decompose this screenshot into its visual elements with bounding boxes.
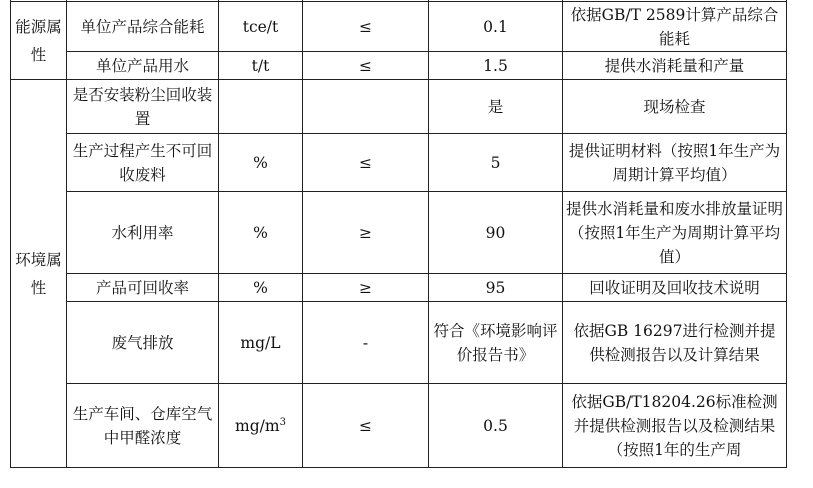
operator-cell: - xyxy=(303,302,429,384)
standards-table-fragment xyxy=(10,0,787,468)
method-cell: 回收证明及回收技术说明 xyxy=(563,274,787,302)
indicator-cell: 废气排放 xyxy=(67,302,219,384)
indicator-cell: 单位产品用水 xyxy=(67,52,219,80)
table-row xyxy=(11,302,787,384)
method-cell: 依据GB 16297进行检测并提供检测报告以及计算结果 xyxy=(563,302,787,384)
indicator-cell: 单位产品综合能耗 xyxy=(67,2,219,52)
operator-cell: ≤ xyxy=(303,52,429,80)
value-cell: 0.1 xyxy=(429,2,563,52)
value-cell: 是 xyxy=(429,80,563,134)
table-row xyxy=(11,80,787,134)
method-cell: 提供证明材料（按照1年生产为周期计算平均值） xyxy=(563,134,787,192)
unit-cell xyxy=(219,384,303,468)
unit-cell: % xyxy=(219,274,303,302)
value-cell: 95 xyxy=(429,274,563,302)
unit-cell: mg/L xyxy=(219,302,303,384)
table-row xyxy=(11,192,787,274)
operator-cell xyxy=(303,80,429,134)
operator-cell: ≤ xyxy=(303,384,429,468)
operator-cell: ≥ xyxy=(303,274,429,302)
table-row xyxy=(11,274,787,302)
indicator-cell: 生产车间、仓库空气中甲醛浓度 xyxy=(67,384,219,468)
indicator-cell: 生产过程产生不可回收废料 xyxy=(67,134,219,192)
table-row xyxy=(11,52,787,80)
unit-cell xyxy=(219,80,303,134)
method-cell: 提供水消耗量和产量 xyxy=(563,52,787,80)
method-cell: 现场检查 xyxy=(563,80,787,134)
value-cell: 0.5 xyxy=(429,384,563,468)
method-cell: 依据GB/T 2589计算产品综合能耗 xyxy=(563,2,787,52)
unit-superscript: 3 xyxy=(279,416,286,428)
operator-cell: ≤ xyxy=(303,134,429,192)
unit-cell: % xyxy=(219,192,303,274)
operator-cell: ≤ xyxy=(303,2,429,52)
requirements-table xyxy=(10,0,787,468)
section-label-environment: 环境属性 xyxy=(11,80,67,468)
value-cell: 90 xyxy=(429,192,563,274)
value-cell: 符合《环境影响评价报告书》 xyxy=(429,302,563,384)
indicator-cell: 是否安装粉尘回收装置 xyxy=(67,80,219,134)
unit-cell: t/t xyxy=(219,52,303,80)
value-cell: 5 xyxy=(429,134,563,192)
unit-cell: tce/t xyxy=(219,2,303,52)
value-cell: 1.5 xyxy=(429,52,563,80)
section-label-energy: 能源属性 xyxy=(11,2,67,80)
table-row xyxy=(11,384,787,468)
table-row xyxy=(11,134,787,192)
method-cell: 提供水消耗量和废水排放量证明（按照1年生产为周期计算平均值） xyxy=(563,192,787,274)
operator-cell: ≥ xyxy=(303,192,429,274)
indicator-cell: 产品可回收率 xyxy=(67,274,219,302)
indicator-cell: 水利用率 xyxy=(67,192,219,274)
unit-cell: % xyxy=(219,134,303,192)
method-cell: 依据GB/T18204.26标准检测并提供检测报告以及检测结果（按照1年的生产周 xyxy=(563,384,787,468)
table-row xyxy=(11,2,787,52)
unit-text: mg/m xyxy=(235,416,280,435)
